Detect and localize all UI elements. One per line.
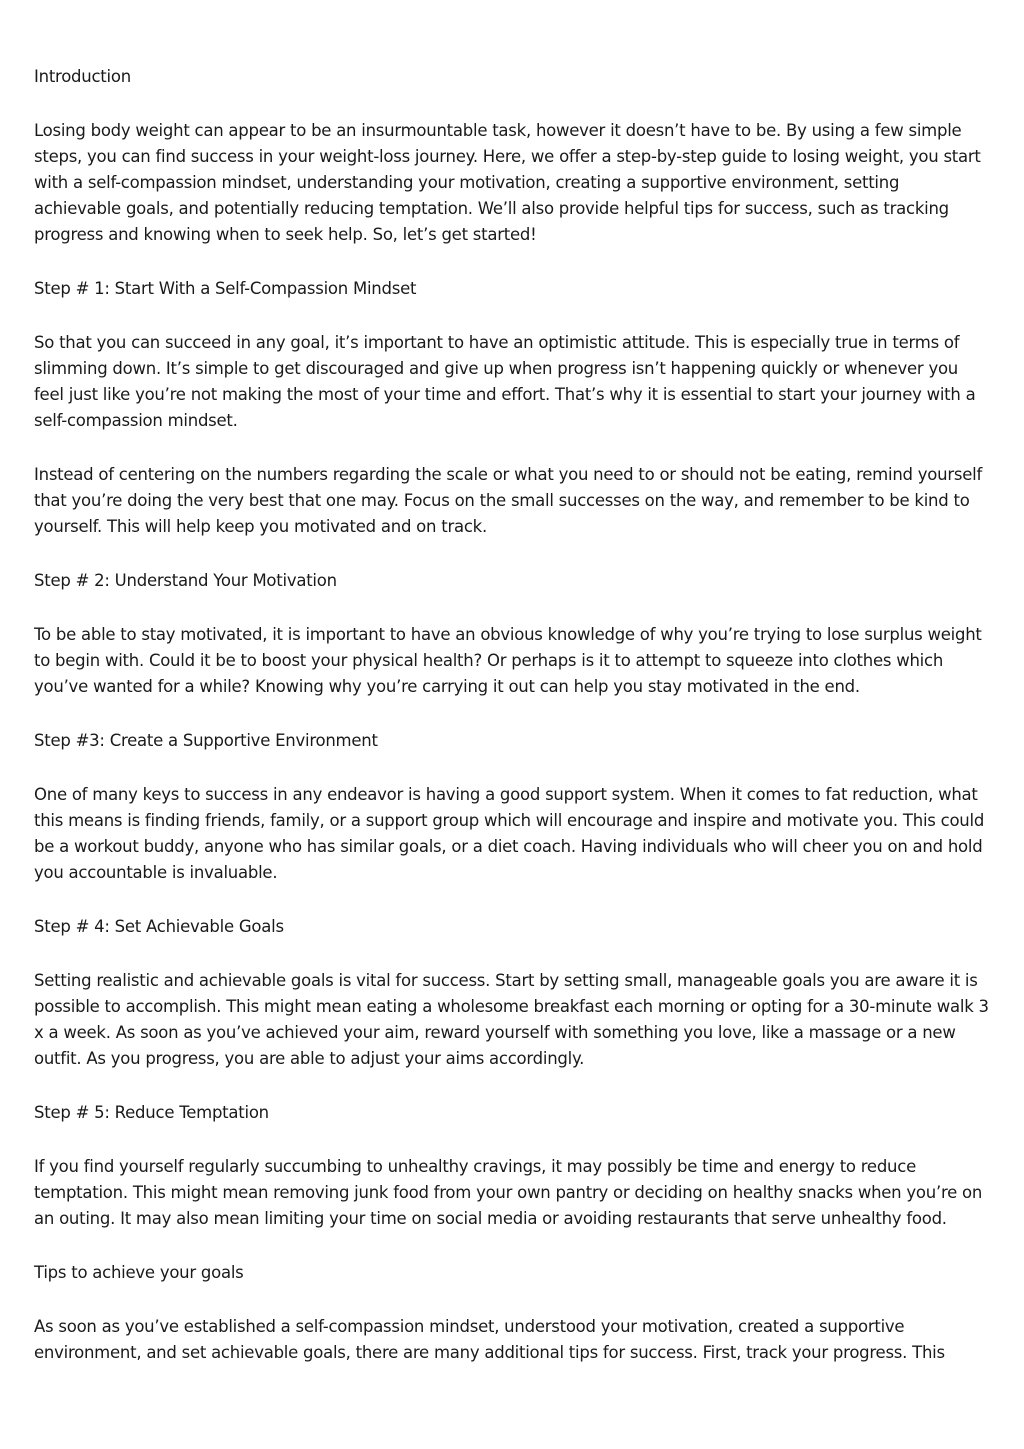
paragraph-step-3: One of many keys to success in any endeavor is having a good support system. When it comes to fat reduction, what this means is finding friends, family, or a support group which will encourage and inspire and motivate you. This could be a workout buddy, anyone who has similar goals, or a diet coach. Having individuals who will cheer you on and hold you accountable is invaluable.: [34, 785, 985, 882]
heading-step-1: Step # 1: Start With a Self-Compassion Mindset: [34, 279, 417, 298]
paragraph-step-5: If you find yourself regularly succumbing to unhealthy cravings, it may possibly be time and energy to reduce temptation. This might mean removing junk food from your own pantry or deciding on healthy snacks when you’re on an outing. It may also mean limiting your time on social media or avoiding restaurants that serve unhealthy food.: [34, 1157, 983, 1228]
paragraph-step-1-a: So that you can succeed in any goal, it’s important to have an optimistic attitude. This is especially true in terms of slimming down. It’s simple to get discouraged and give up when progress isn’t happening quickly or whenever you feel just like you’re not making the most of your time and effort. That’s why it is essential to start your journey with a self-compassion mindset.: [34, 333, 976, 430]
heading-step-3: Step #3: Create a Supportive Environment: [34, 731, 378, 750]
paragraph-tips: As soon as you’ve established a self-compassion mindset, understood your motivation, created a supportive environment, and set achievable goals, there are many additional tips for success. First, track your progress. This: [34, 1317, 945, 1362]
paragraph-step-4: Setting realistic and achievable goals is vital for success. Start by setting small, manageable goals you are aware it is possible to accomplish. This might mean eating a wholesome breakfast each morning or opting for a 30-minute walk 3 x a week. As soon as you’ve achieved your aim, reward yourself with something you love, like a massage or a new outfit. As you progress, you are able to adjust your aims accordingly.: [34, 971, 989, 1068]
heading-step-4: Step # 4: Set Achievable Goals: [34, 917, 284, 936]
heading-tips: Tips to achieve your goals: [34, 1263, 244, 1282]
heading-step-2: Step # 2: Understand Your Motivation: [34, 571, 337, 590]
paragraph-step-1-b: Instead of centering on the numbers regarding the scale or what you need to or should not be eating, remind yourself that you’re doing the very best that one may. Focus on the small successes on the way, and remember to be kind to yourself. This will help keep you motivated and on track.: [34, 465, 982, 536]
heading-introduction: Introduction: [34, 67, 131, 86]
heading-step-5: Step # 5: Reduce Temptation: [34, 1103, 269, 1122]
paragraph-step-2: To be able to stay motivated, it is important to have an obvious knowledge of why you’re trying to lose surplus weight to begin with. Could it be to boost your physical health? Or perhaps is it to attempt to squeeze into clothes which you’ve wanted for a while? Knowing why you’re carrying it out can help you stay motivated in the end.: [34, 625, 982, 696]
paragraph-introduction: Losing body weight can appear to be an insurmountable task, however it doesn’t have to be. By using a few simple steps, you can find success in your weight-loss journey. Here, we offer a step-by-step guide to losing weight, you start with a self-compassion mindset, understanding your motivation, creating a supportive environment, setting achievable goals, and potentially reducing temptation. We’ll also provide helpful tips for success, such as tracking progress and knowing when to seek help. So, let’s get started!: [34, 121, 981, 244]
